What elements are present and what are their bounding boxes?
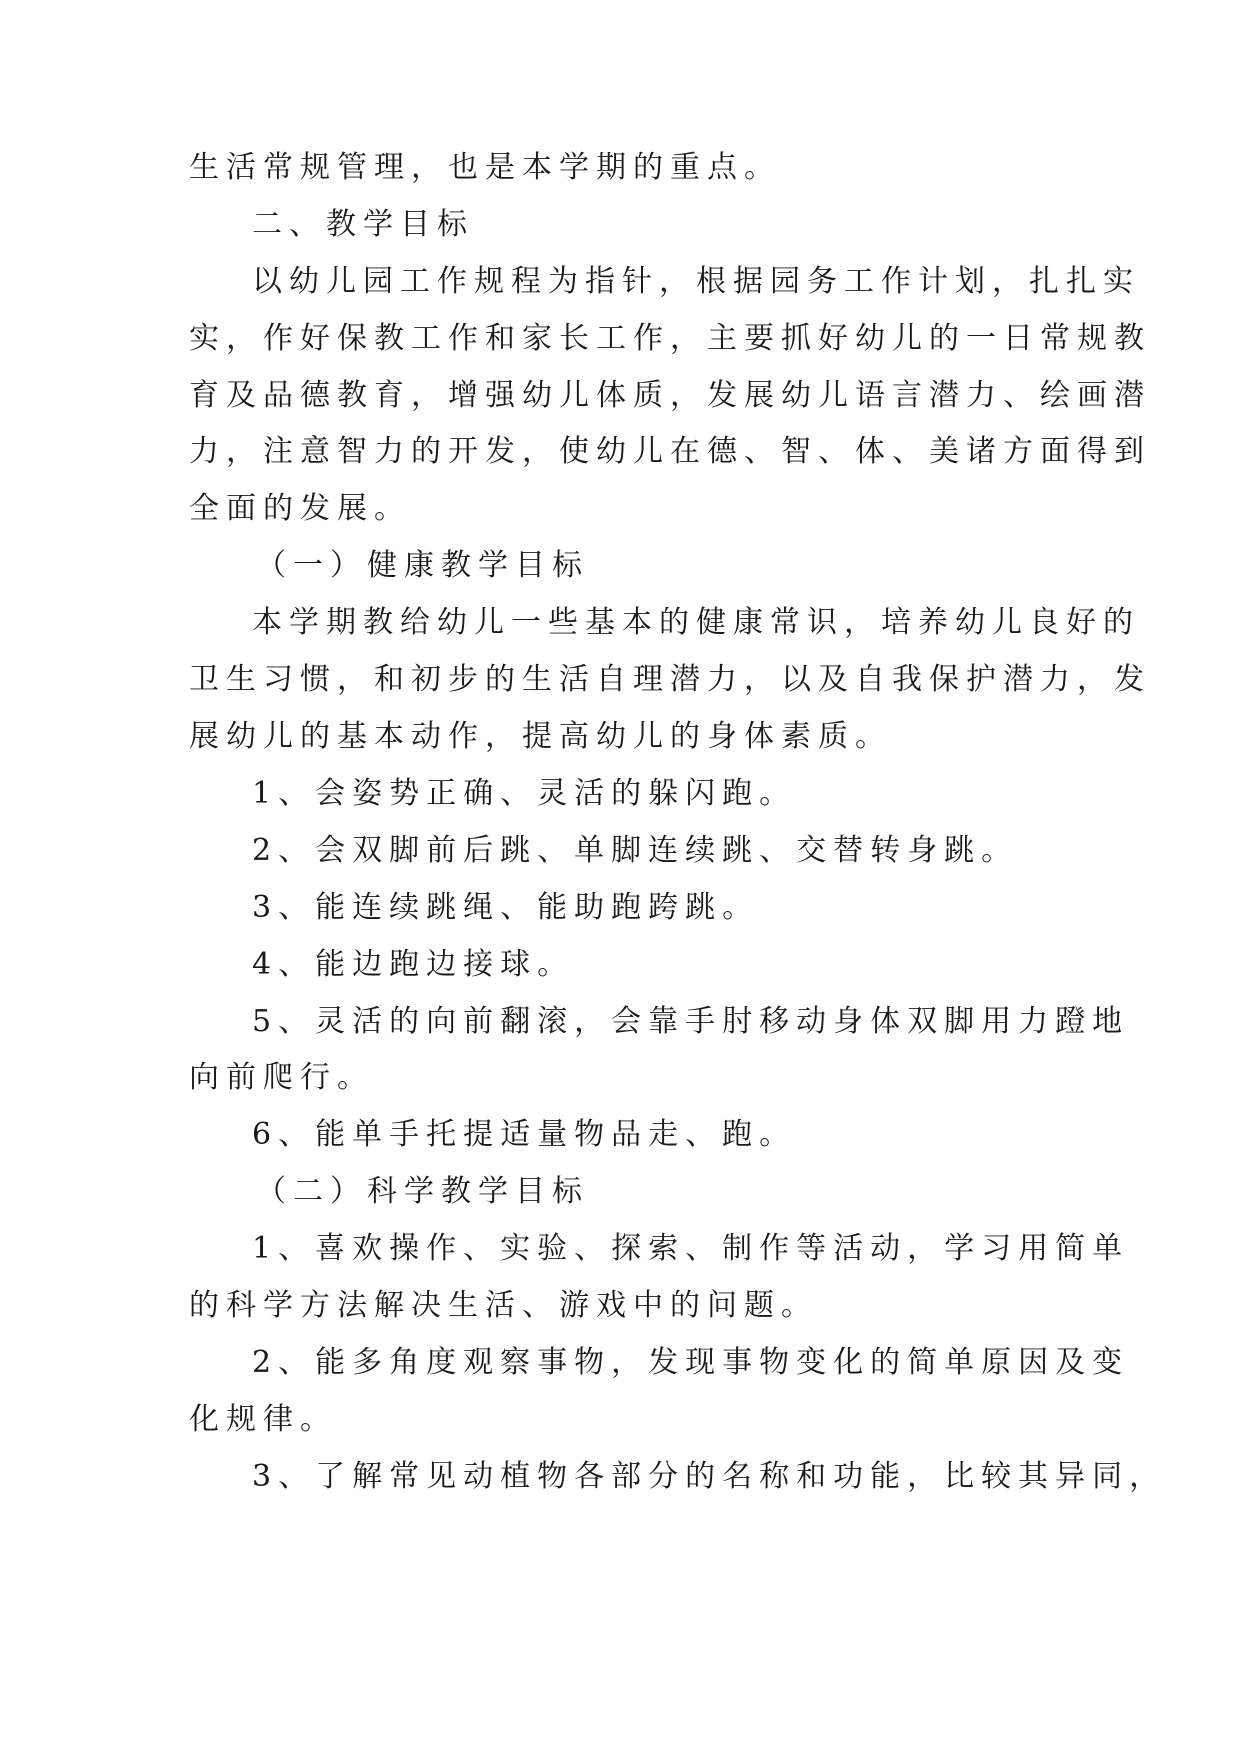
- paragraph-line: 全面的发展。: [189, 491, 411, 526]
- list-item: 6、能单手托提适量物品走、跑。: [252, 1117, 797, 1152]
- paragraph-line: 力，注意智力的开发，使幼儿在德、智、体、美诸方面得到: [189, 434, 1151, 469]
- paragraph-line: 本学期教给幼儿一些基本的健康常识，培养幼儿良好的: [252, 605, 1140, 640]
- list-item-continuation: 的科学方法解决生活、游戏中的问题。: [189, 1288, 818, 1323]
- list-item: 3、了解常见动植物各部分的名称和功能，比较其异同，: [252, 1459, 1167, 1494]
- list-item: 1、喜欢操作、实验、探索、制作等活动，学习用简单: [252, 1231, 1130, 1266]
- paragraph-line: 卫生习惯，和初步的生活自理潜力，以及自我保护潜力，发: [189, 662, 1151, 697]
- paragraph-line: 生活常规管理，也是本学期的重点。: [189, 150, 781, 185]
- paragraph-line: 育及品德教育，增强幼儿体质，发展幼儿语言潜力、绘画潜: [189, 378, 1151, 413]
- list-item: 3、能连续跳绳、能助跑跨跳。: [252, 890, 760, 925]
- paragraph-line: 实，作好保教工作和家长工作，主要抓好幼儿的一日常规教: [189, 321, 1151, 356]
- list-item: 2、会双脚前后跳、单脚连续跳、交替转身跳。: [252, 833, 1019, 868]
- subsection-heading: （二）科学教学目标: [256, 1174, 589, 1209]
- list-item: 2、能多角度观察事物，发现事物变化的简单原因及变: [252, 1345, 1130, 1380]
- list-item-continuation: 化规律。: [189, 1402, 337, 1437]
- section-heading: 二、教学目标: [252, 207, 474, 242]
- list-item-continuation: 向前爬行。: [189, 1060, 374, 1095]
- paragraph-line: 展幼儿的基本动作，提高幼儿的身体素质。: [189, 719, 892, 754]
- list-item: 4、能边跑边接球。: [252, 947, 575, 982]
- list-item: 5、灵活的向前翻滚，会靠手肘移动身体双脚用力蹬地: [252, 1004, 1130, 1039]
- subsection-heading: （一）健康教学目标: [256, 548, 589, 583]
- list-item: 1、会姿势正确、灵活的躲闪跑。: [252, 776, 797, 811]
- paragraph-line: 以幼儿园工作规程为指针，根据园务工作计划，扎扎实: [252, 264, 1140, 299]
